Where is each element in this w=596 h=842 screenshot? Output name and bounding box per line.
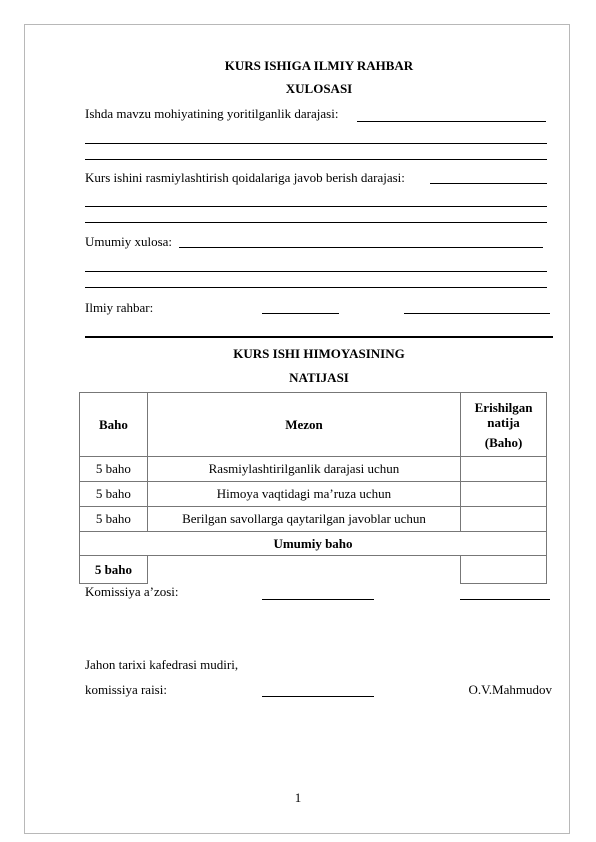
coverage-label: Ishda mavzu mohiyatining yoritilganlik darajasi: xyxy=(85,106,339,121)
row-result[interactable] xyxy=(461,482,547,507)
conclusion-field[interactable] xyxy=(179,247,543,248)
supervisor-label: Ilmiy rahbar: xyxy=(85,300,154,315)
total-result[interactable] xyxy=(461,556,547,584)
page-number: 1 xyxy=(294,790,302,805)
row-grade: 5 baho xyxy=(80,507,148,532)
row-result[interactable] xyxy=(461,507,547,532)
commission-member-name-field[interactable] xyxy=(460,599,550,600)
header-grade: Baho xyxy=(80,393,148,457)
page-subtitle: XULOSASI xyxy=(285,81,353,96)
results-table xyxy=(79,392,547,584)
defense-subtitle: NATIJASI xyxy=(289,370,349,385)
header-criterion: Mezon xyxy=(147,393,460,457)
row-result[interactable] xyxy=(461,457,547,482)
commission-member-signature-field[interactable] xyxy=(262,599,374,600)
coverage-field[interactable] xyxy=(357,121,546,122)
total-grade: 5 baho xyxy=(80,556,148,584)
commission-chair-signature-field[interactable] xyxy=(262,696,374,697)
table-header-row xyxy=(80,393,547,457)
commission-chair-name: O.V.Mahmudov xyxy=(468,682,552,697)
section-divider xyxy=(85,336,553,338)
commission-chair-label: komissiya raisi: xyxy=(85,682,167,697)
header-result-line2: natija xyxy=(487,414,520,430)
header-result xyxy=(461,393,547,457)
supervisor-signature-field[interactable] xyxy=(262,313,339,314)
supervisor-name-field[interactable] xyxy=(404,313,550,314)
header-result-line1: Erishilgan xyxy=(474,399,533,415)
row-grade: 5 baho xyxy=(80,482,148,507)
table-row xyxy=(80,457,547,482)
conclusion-line-2[interactable] xyxy=(85,271,547,272)
formatting-line-2[interactable] xyxy=(85,206,547,207)
table-row xyxy=(80,507,547,532)
table-row xyxy=(80,482,547,507)
department-head-title: Jahon tarixi kafedrasi mudiri, xyxy=(85,657,239,672)
formatting-label: Kurs ishini rasmiylashtirish qoidalariga javob berish darajasi: xyxy=(85,170,405,185)
total-row xyxy=(80,556,547,584)
header-result-line3: (Baho) xyxy=(484,434,523,450)
conclusion-line-3[interactable] xyxy=(85,287,547,288)
conclusion-label: Umumiy xulosa: xyxy=(85,234,173,249)
commission-member-label: Komissiya a’zosi: xyxy=(85,584,179,599)
total-label-row xyxy=(80,532,547,556)
coverage-line-3[interactable] xyxy=(85,159,547,160)
total-label: Umumiy baho xyxy=(80,532,547,556)
row-criterion: Berilgan savollarga qaytarilgan javoblar uchun xyxy=(147,507,460,532)
row-grade: 5 baho xyxy=(80,457,148,482)
row-criterion: Himoya vaqtidagi ma’ruza uchun xyxy=(147,482,460,507)
defense-title: KURS ISHI HIMOYASINING xyxy=(233,346,405,361)
formatting-line-3[interactable] xyxy=(85,222,547,223)
row-criterion: Rasmiylashtirilganlik darajasi uchun xyxy=(147,457,460,482)
coverage-line-2[interactable] xyxy=(85,143,547,144)
page-title: KURS ISHIGA ILMIY RAHBAR xyxy=(224,58,414,73)
formatting-field[interactable] xyxy=(430,183,547,184)
total-gap xyxy=(147,556,460,584)
